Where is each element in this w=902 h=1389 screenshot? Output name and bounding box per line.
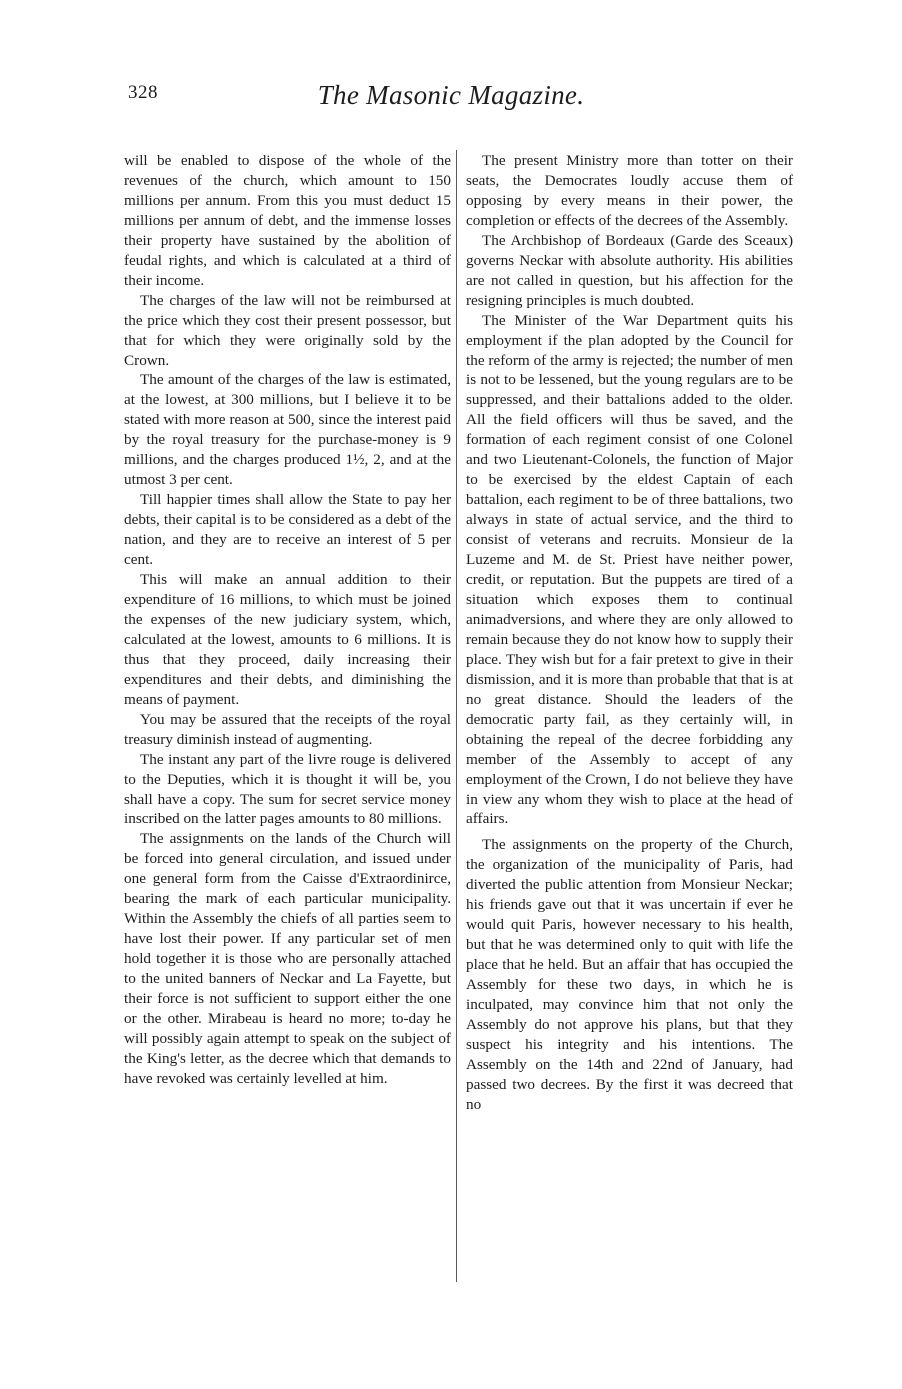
- page-number: 328: [128, 82, 158, 103]
- paragraph: Till happier times shall allow the State to pay her debts, their capital is to be considered as a debt of the nation, and they are to receive an interest of 5 per cent.: [124, 491, 451, 569]
- paragraph: The assignments on the lands of the Church will be forced into general circulation, and issued under one general form from the Caisse d'Extraordinirce, bearing the mark of each particular municipality. Within the Assembly the chiefs of all parties seem to have lost their power. If any particular set of men hold together it is those who are personally attached to the united banners of Neckar and La Fayette, but their force is not sufficient to support either the one or the other. Mirabeau is heard no more; to-day he will possibly again attempt to speak on the subject of the King's letter, as the decree which that demands to have revoked was certainly levelled at him.: [124, 830, 451, 1087]
- paragraph: The instant any part of the livre rouge is delivered to the Deputies, which it is thought it will be, you shall have a copy. The sum for secret service money inscribed on the latter pages amounts to 80 millions.: [124, 750, 451, 828]
- paragraph: You may be assured that the receipts of the royal treasury diminish instead of augmenting.: [124, 710, 451, 748]
- paragraph: The Minister of the War Department quits his employment if the plan adopted by the Council for the reform of the army is rejected; the number of men is not to be lessened, but the young regulars are to be suppressed, and their battalions added to the older. All the field officers will thus be saved, and the formation of each regiment consist of one Colonel and two Lieutenant-Colonels, the function of Major to be exercised by the eldest Captain of each battalion, each regiment to be of three battalions, two always in state of actual service, and the third to consist of veterans and recruits. Monsieur de la Luzeme and M. de St. Priest have neither power, credit, or reputation. But the puppets are tired of a situation which exposes them to continual animadversions, and where they are only allowed to remain because they do not know how to supply their place. They wish but for a fair pretext to give in their dismission, and it is more than probable that that is at no great distance. Should the leaders of the democratic party fail, as they certainly will, in obtaining the repeal of the decree forbidding any member of the Assembly to accept of any employment of the Crown, I do not believe they have in view any whom they wish to place at the head of affairs.: [466, 311, 793, 828]
- paragraph: will be enabled to dispose of the whole of the revenues of the church, which amount to 150 millions per annum. From this you must deduct 15 millions per annum of debt, and the immense losses their property have sustained by the abolition of feudal rights, and which is calculated at a third of their income.: [124, 152, 451, 289]
- running-title: The Masonic Magazine.: [317, 80, 585, 110]
- left-column: [124, 151, 451, 1089]
- paragraph: This will make an annual addition to their expenditure of 16 millions, to which must be joined the expenses of the new judiciary system, which, calculated at the lowest, amounts to 6 millions. It is thus that they proceed, daily increasing their expenditures and their debts, and diminishing the means of payment.: [124, 571, 451, 708]
- paragraph: The present Ministry more than totter on their seats, the Democrates loudly accuse them of opposing by every means in their power, the completion or effects of the decrees of the Assembly.: [466, 152, 793, 229]
- right-column: [466, 151, 793, 1115]
- column-divider: [456, 150, 457, 1282]
- paragraph: The assignments on the property of the Church, the organization of the municipality of Paris, had diverted the public attention from Monsieur Neckar; his friends gave out that it was uncertain if ever he would quit Paris, however necessary to his health, but that he was determined only to quit with life the place that he held. But an affair that has occupied the Assembly for these two days, in which he is inculpated, may convince him that not only the Assembly do not approve his plans, but that they suspect his integrity and his intentions. The Assembly on the 14th and 22nd of January, had passed two decrees. By the first it was decreed that no: [466, 836, 793, 1113]
- page-header: [0, 80, 902, 120]
- paragraph: The charges of the law will not be reimbursed at the price which they cost their present possessor, but that for which they were originally sold by the Crown.: [124, 291, 451, 369]
- paragraph: The amount of the charges of the law is estimated, at the lowest, at 300 millions, but I believe it to be stated with more reason at 500, since the interest paid by the royal treasury for the purchase-money is 9 millions, and the charges produced 1½, 2, and at the utmost 3 per cent.: [124, 371, 451, 489]
- paragraph: The Archbishop of Bordeaux (Garde des Sceaux) governs Neckar with absolute authority. His abilities are not called in question, but his affection for the resigning principles is much doubted.: [466, 231, 793, 309]
